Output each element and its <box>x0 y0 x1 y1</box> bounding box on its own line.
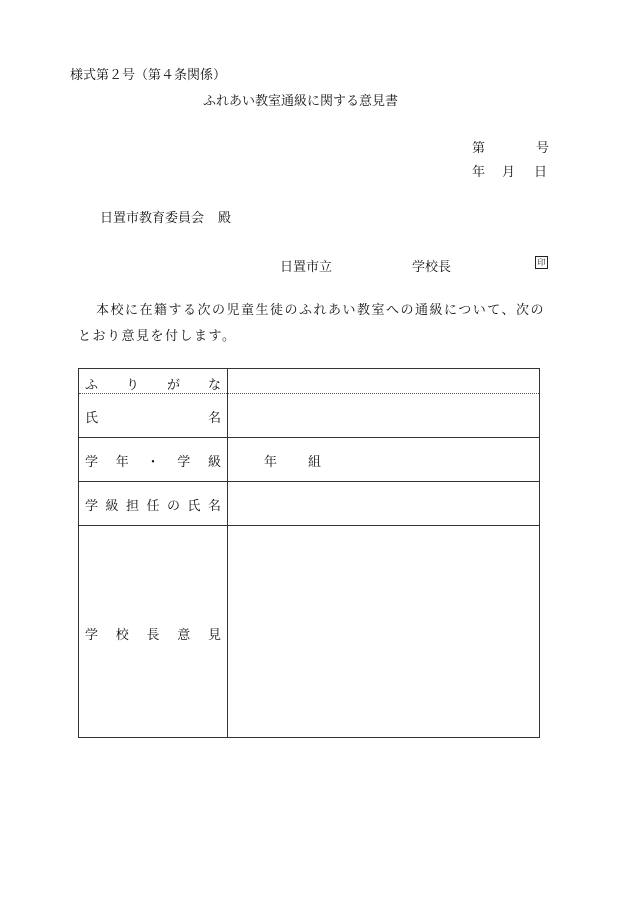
row-principal-opinion <box>79 526 539 737</box>
opinion-form-table <box>78 368 540 738</box>
label-homeroom-teacher: 学 級 担 任 の 氏 名 <box>85 499 221 514</box>
seal-mark: 印 <box>535 256 548 269</box>
principal-title: 学校長 <box>412 260 452 275</box>
body-text-line2: とおり意見を付します。 <box>78 329 237 344</box>
document-number-go: 号 <box>536 141 550 156</box>
school-city: 日置市立 <box>280 260 333 275</box>
row-grade-class <box>79 438 539 482</box>
table-column-divider <box>227 369 228 737</box>
label-principal-opinion: 学 校 長 意 見 <box>85 628 221 643</box>
form-number: 様式第２号（第４条関係） <box>70 68 227 83</box>
label-name: 氏 名 <box>85 411 221 426</box>
row-furigana <box>79 369 539 394</box>
class-kumi: 組 <box>308 455 322 470</box>
row-homeroom-teacher <box>79 482 539 526</box>
addressee-honorific: 殿 <box>218 211 232 226</box>
grade-nen: 年 <box>264 455 278 470</box>
addressee <box>100 207 231 226</box>
label-furigana: ふ り が な <box>85 378 221 393</box>
school-principal-line <box>280 256 550 276</box>
date-year: 年 <box>472 165 486 180</box>
date-day: 日 <box>534 165 548 180</box>
document-title: ふれあい教室通級に関する意見書 <box>203 94 399 109</box>
body-text-line1: 本校に在籍する次の児童生徒のふれあい教室への通級について、次の <box>96 303 545 318</box>
label-grade-class: 学 年 ・ 学 級 <box>85 455 221 470</box>
addressee-name: 日置市教育委員会 <box>100 211 205 226</box>
document-number-dai: 第 <box>472 141 486 156</box>
date-month: 月 <box>502 165 516 180</box>
body-text <box>78 298 568 350</box>
row-name <box>79 394 539 438</box>
